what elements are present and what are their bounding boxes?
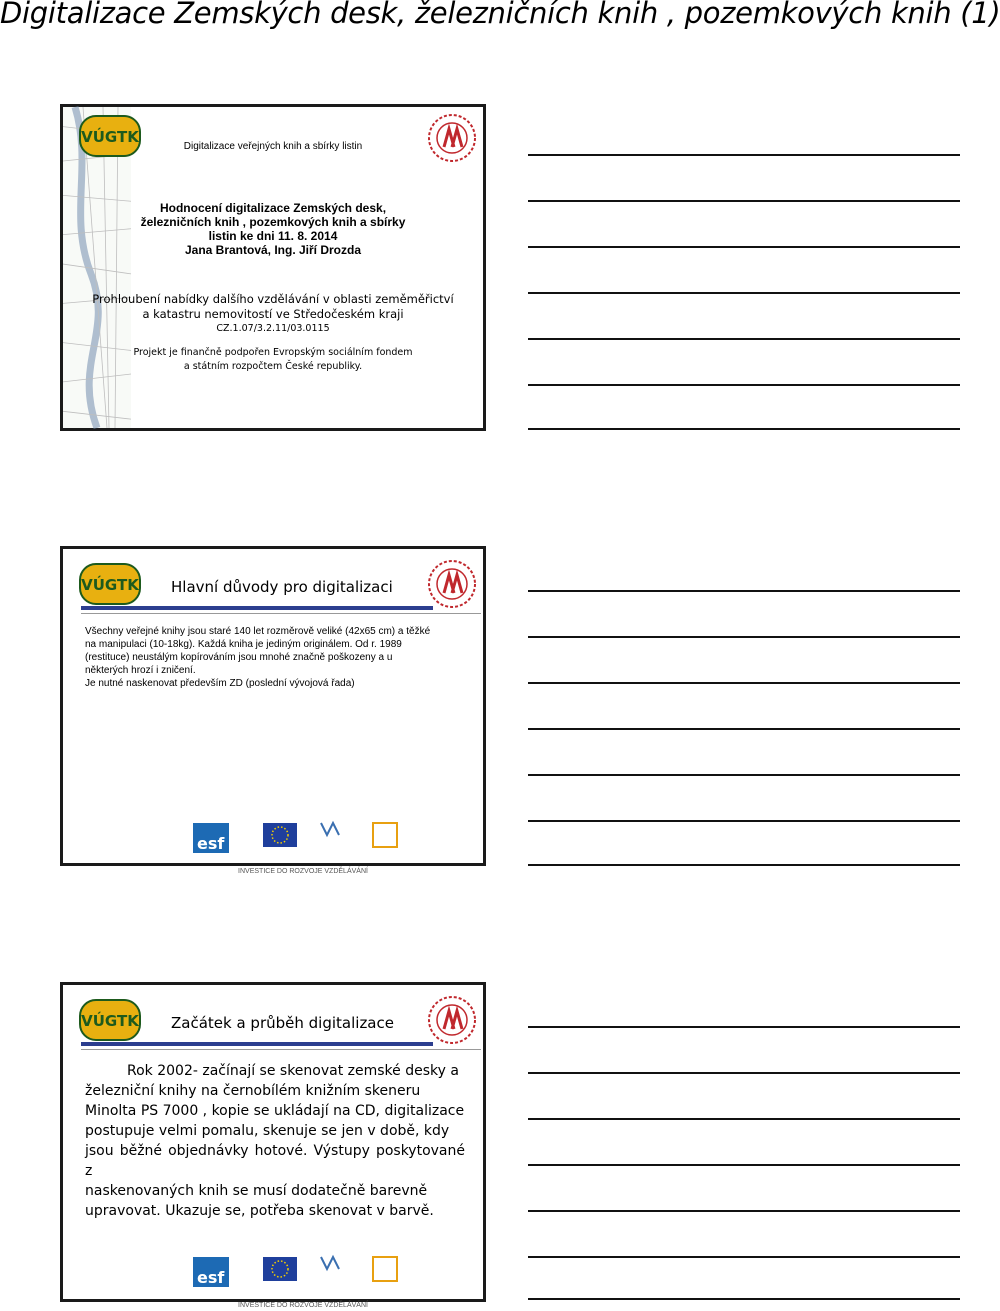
spolek-zememericu-logo [427,559,477,609]
slide1-heading-line-2: železničních knih , pozemkových knih a sbírky [140,215,406,229]
vugtk-logo [79,999,141,1041]
slide1-heading-line-1: Hodnocení digitalizace Zemských desk, [159,201,387,215]
note-line [528,338,960,340]
svg-text:esf: esf [197,834,225,853]
slide1-subtitle: Digitalizace veřejných knih a sbírky listin [183,141,363,152]
slide3-body-line-1: Rok 2002- začínají se skenovat zemské desky a [127,1063,459,1079]
vugtk-logo-text: VÚGTK [81,128,139,146]
slide2-body-line-4: některých hrozí i zničení. [85,665,196,676]
slide3-body [85,1061,465,1221]
spolek-zememericu-logo [427,113,477,163]
slide3-body-line-2: železniční knihy na černobílém knižním skeneru [85,1083,421,1099]
note-line [528,200,960,202]
slide3-body-line-6: naskenovaných knih se musí dodatečně barevně [85,1183,428,1199]
esf-caption: INVESTICE DO ROZVOJE VZDĚLÁVÁNÍ [238,868,368,875]
vugtk-logo [79,563,141,605]
note-line [528,246,960,248]
slide3-body-line-3: Minolta PS 7000 , kopie se ukládají na CD, digitalizace [85,1103,465,1119]
note-line [528,1164,960,1166]
vugtk-logo-text: VÚGTK [81,576,139,594]
slide-1 [60,104,486,431]
slide2-divider-thin [81,613,481,614]
note-line [528,864,960,866]
slide3-body-line-5: jsou běžné objednávky hotové. Výstupy poskytované z [85,1143,465,1179]
slide-2 [60,546,486,875]
slide2-body-line-1: Všechny veřejné knihy jsou staré 140 let rozměrově veliké (42x65 cm) a těžké [85,626,431,637]
slide2-body-line-3: (restituce) neustálým kopírováním jsou mnohé značně poškozeny a u [85,652,393,663]
slide1-project-line-2: a katastru nemovitostí ve Středočeském kraji [142,307,404,321]
slide3-divider-thin [81,1049,481,1050]
slide2-divider [81,606,433,610]
slide3-heading: Začátek a průběh digitalizace [171,1014,394,1032]
slide1-heading-line-4: Jana Brantová, Ing. Jiří Drozda [184,243,362,257]
slide1-funding-line-2: a státním rozpočtem České republiky. [183,361,363,372]
svg-text:esf: esf [197,1268,225,1287]
note-line [528,682,960,684]
note-line [528,1298,960,1300]
note-line [528,1026,960,1028]
slide2-body-line-2: na manipulaci (10-18kg). Každá kniha je jediným originálem. Od r. 1989 [85,639,402,650]
note-line [528,1210,960,1212]
note-line [528,1256,960,1258]
note-line [528,636,960,638]
note-line [528,820,960,822]
note-line [528,590,960,592]
note-line [528,774,960,776]
slide2-body [85,625,465,690]
note-line [528,1072,960,1074]
vugtk-logo-text: VÚGTK [81,1012,139,1030]
slide1-project-line-1: Prohloubení nabídky dalšího vzdělávání v oblasti zeměměřictví [92,292,454,306]
esf-caption: INVESTICE DO ROZVOJE VZDĚLÁVÁNÍ [238,1302,368,1309]
slide1-funding-line-1: Projekt je finančně podpořen Evropským sociálním fondem [133,347,413,358]
note-line [528,154,960,156]
note-line [528,292,960,294]
slide1-project-code: CZ.1.07/3.2.11/03.0115 [216,323,330,334]
note-line [528,428,960,430]
slide3-body-line-7: upravovat. Ukazuje se, potřeba skenovat v barvě. [85,1203,434,1219]
slide3-divider [81,1042,433,1046]
slide-3 [60,982,486,1309]
slide2-heading: Hlavní důvody pro digitalizaci [171,578,393,596]
spolek-zememericu-logo [427,995,477,1045]
note-line [528,384,960,386]
slide1-heading-line-3: listin ke dni 11. 8. 2014 [208,229,338,243]
page-title: Digitalizace Zemských desk, železničních knih , pozemkových knih (1) [0,0,1000,30]
esf-eu-msmt-logos [193,1253,413,1311]
slide2-body-line-5: Je nutné naskenovat především ZD (poslední vývojová řada) [85,678,355,689]
note-line [528,728,960,730]
note-line [528,1118,960,1120]
esf-eu-msmt-logos [193,819,413,877]
slide3-body-line-4: postupuje velmi pomalu, skenuje se jen v době, kdy [85,1123,450,1139]
